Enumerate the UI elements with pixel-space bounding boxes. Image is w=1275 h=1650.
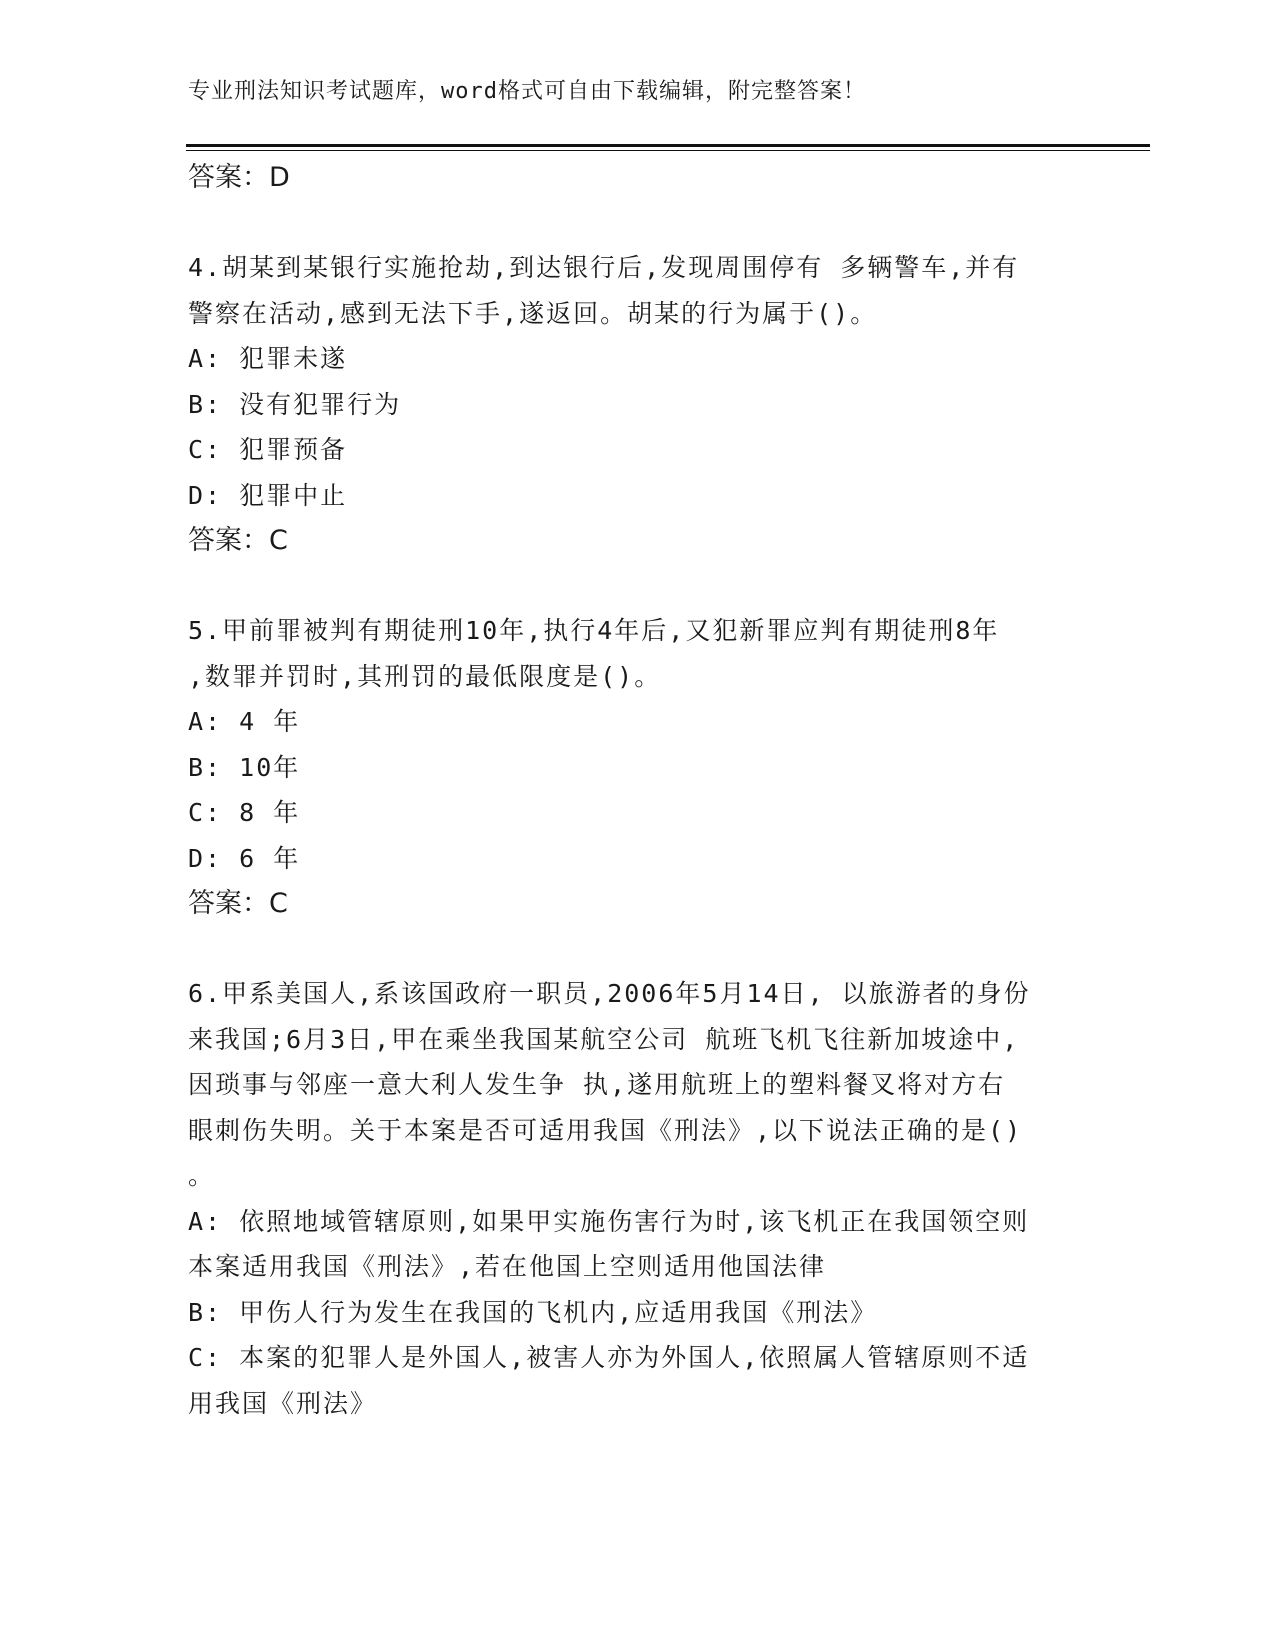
page-header: 专业刑法知识考试题库，word格式可自由下载编辑，附完整答案！ (188, 79, 866, 104)
answer-line: 答案：D (188, 162, 290, 193)
header-rule-thin (186, 150, 1150, 151)
question-text: ,数罪并罚时,其刑罚的最低限度是()。 (188, 661, 662, 691)
option-c: C: 8 年 (188, 798, 301, 827)
option-b: B: 没有犯罪行为 (188, 389, 402, 419)
question-text: 来我国;6月3日,甲在乘坐我国某航空公司 航班飞机飞往新加坡途中, (188, 1024, 1020, 1054)
option-d: D: 犯罪中止 (188, 480, 348, 510)
option-d: D: 6 年 (188, 843, 301, 873)
option-b: B: 10年 (188, 752, 301, 782)
answer-line: 答案：C (188, 525, 288, 556)
option-a-continued: 本案适用我国《刑法》,若在他国上空则适用他国法律 (188, 1252, 827, 1281)
option-a: A: 4 年 (188, 707, 301, 736)
question-text: 4.胡某到某银行实施抢劫,到达银行后,发现周围停有 多辆警车,并有 (188, 253, 1020, 282)
question-text: 警察在活动,感到无法下手,遂返回。胡某的行为属于()。 (188, 298, 878, 328)
option-a: A: 依照地域管辖原则,如果甲实施伤害行为时,该飞机正在我国领空则 (188, 1206, 1030, 1236)
answer-line: 答案：C (188, 888, 288, 919)
option-c-continued: 用我国《刑法》 (188, 1388, 378, 1418)
option-c: C: 本案的犯罪人是外国人,被害人亦为外国人,依照属人管辖原则不适 (188, 1343, 1030, 1372)
option-c: C: 犯罪预备 (188, 435, 348, 464)
header-rule (186, 144, 1150, 147)
question-text: 。 (188, 1161, 216, 1190)
option-b: B: 甲伤人行为发生在我国的飞机内,应适用我国《刑法》 (188, 1297, 878, 1327)
question-text: 因琐事与邻座一意大利人发生争 执,遂用航班上的塑料餐叉将对方右 (188, 1070, 1006, 1099)
question-text: 6.甲系美国人,系该国政府一职员,2006年5月14日, 以旅游者的身份 (188, 979, 1031, 1008)
question-block (188, 245, 1088, 564)
question-text: 5.甲前罪被判有期徒刑10年,执行4年后,又犯新罪应判有期徒刑8年 (188, 616, 1000, 645)
option-a: A: 犯罪未遂 (188, 344, 348, 373)
question-block (188, 971, 1088, 1426)
question-block (188, 608, 1088, 927)
document-body (188, 155, 1088, 1426)
question-text: 眼刺伤失明。关于本案是否可适用我国《刑法》,以下说法正确的是() (188, 1115, 1023, 1145)
